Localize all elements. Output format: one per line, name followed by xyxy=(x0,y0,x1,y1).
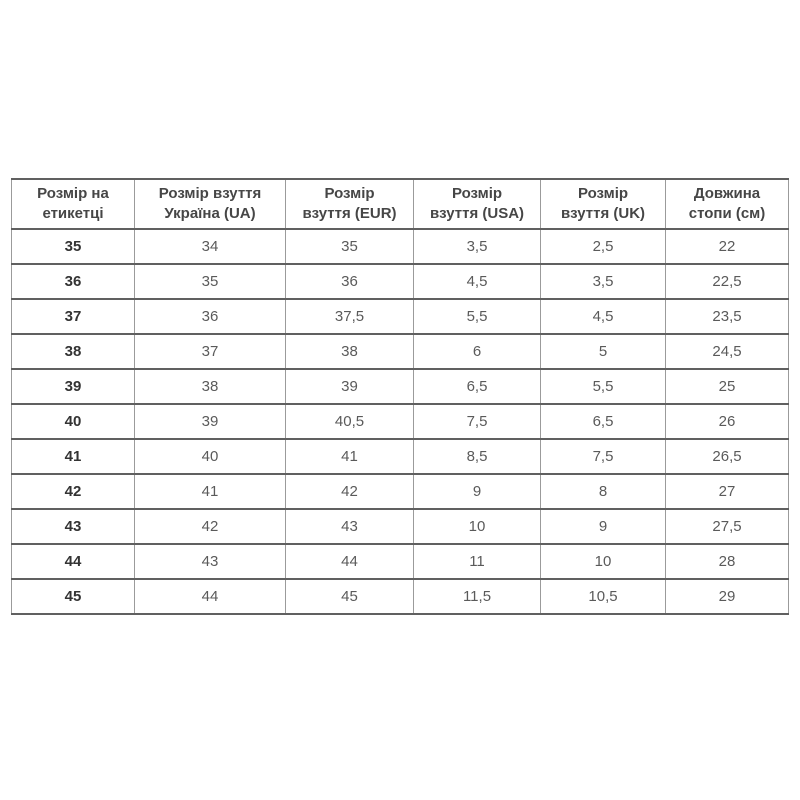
table-row xyxy=(12,404,789,439)
table-cell: 25 xyxy=(666,369,789,404)
header-line: взуття (USA) xyxy=(429,205,525,222)
table-cell: 5,5 xyxy=(414,299,541,334)
cell-label-size: 43 xyxy=(12,509,135,544)
table-row xyxy=(12,299,789,334)
table-cell: 37,5 xyxy=(286,299,414,334)
header-line: етикетці xyxy=(42,205,104,222)
table-cell: 41 xyxy=(286,439,414,474)
column-header-usa-size xyxy=(414,179,541,229)
header-line: стопи (см) xyxy=(688,205,766,222)
cell-label-size: 38 xyxy=(12,334,135,369)
table-cell: 22,5 xyxy=(666,264,789,299)
header-line: Розмір xyxy=(324,184,375,202)
table-cell: 38 xyxy=(286,334,414,369)
table-cell: 45 xyxy=(286,579,414,614)
table-cell: 42 xyxy=(286,474,414,509)
table-row xyxy=(12,474,789,509)
table-row xyxy=(12,369,789,404)
table-cell: 9 xyxy=(541,509,666,544)
header-line: Україна (UA) xyxy=(164,205,256,222)
table-row xyxy=(12,509,789,544)
cell-label-size: 37 xyxy=(12,299,135,334)
table-cell: 3,5 xyxy=(414,229,541,264)
table-row xyxy=(12,544,789,579)
cell-label-size: 42 xyxy=(12,474,135,509)
table-cell: 10,5 xyxy=(541,579,666,614)
table-cell: 5 xyxy=(541,334,666,369)
cell-label-size: 45 xyxy=(12,579,135,614)
column-header-eur-size xyxy=(286,179,414,229)
table-cell: 26 xyxy=(666,404,789,439)
table-body xyxy=(12,229,789,614)
column-header-label-size xyxy=(12,179,135,229)
column-header-ua-size xyxy=(135,179,286,229)
table-cell: 8 xyxy=(541,474,666,509)
table-cell: 43 xyxy=(135,544,286,579)
cell-label-size: 39 xyxy=(12,369,135,404)
table-cell: 3,5 xyxy=(541,264,666,299)
table-cell: 22 xyxy=(666,229,789,264)
table-cell: 24,5 xyxy=(666,334,789,369)
cell-label-size: 36 xyxy=(12,264,135,299)
table-cell: 10 xyxy=(414,509,541,544)
table-cell: 9 xyxy=(414,474,541,509)
table-row xyxy=(12,579,789,614)
table-cell: 27,5 xyxy=(666,509,789,544)
cell-label-size: 41 xyxy=(12,439,135,474)
table-cell: 10 xyxy=(541,544,666,579)
header-line: Розмір взуття xyxy=(158,184,262,202)
table-cell: 29 xyxy=(666,579,789,614)
table-cell: 2,5 xyxy=(541,229,666,264)
header-line: взуття (EUR) xyxy=(302,205,397,222)
table-cell: 4,5 xyxy=(414,264,541,299)
table-cell: 36 xyxy=(286,264,414,299)
table-cell: 36 xyxy=(135,299,286,334)
table-cell: 34 xyxy=(135,229,286,264)
table-cell: 44 xyxy=(286,544,414,579)
table-cell: 8,5 xyxy=(414,439,541,474)
table-cell: 41 xyxy=(135,474,286,509)
column-header-foot-length xyxy=(666,179,789,229)
table-row xyxy=(12,264,789,299)
table-cell: 28 xyxy=(666,544,789,579)
shoe-size-conversion-table xyxy=(11,178,789,615)
column-header-uk-size xyxy=(541,179,666,229)
table-cell: 11 xyxy=(414,544,541,579)
table-cell: 11,5 xyxy=(414,579,541,614)
table-cell: 44 xyxy=(135,579,286,614)
table-cell: 38 xyxy=(135,369,286,404)
header-line: Довжина xyxy=(693,184,761,202)
table-cell: 6,5 xyxy=(414,369,541,404)
header-line: Розмір xyxy=(451,184,503,202)
table-row xyxy=(12,229,789,264)
table-cell: 37 xyxy=(135,334,286,369)
cell-label-size: 44 xyxy=(12,544,135,579)
table-cell: 39 xyxy=(286,369,414,404)
table-cell: 40 xyxy=(135,439,286,474)
table-row xyxy=(12,439,789,474)
table-cell: 6,5 xyxy=(541,404,666,439)
header-line: взуття (UK) xyxy=(560,205,646,222)
cell-label-size: 40 xyxy=(12,404,135,439)
table-cell: 26,5 xyxy=(666,439,789,474)
table-row xyxy=(12,334,789,369)
table-cell: 7,5 xyxy=(414,404,541,439)
table-cell: 27 xyxy=(666,474,789,509)
table-cell: 35 xyxy=(135,264,286,299)
table-cell: 4,5 xyxy=(541,299,666,334)
table-cell: 5,5 xyxy=(541,369,666,404)
cell-label-size: 35 xyxy=(12,229,135,264)
header-line: Розмір на xyxy=(37,184,109,202)
table-cell: 39 xyxy=(135,404,286,439)
table-cell: 40,5 xyxy=(286,404,414,439)
table-header-row xyxy=(12,179,789,229)
table-cell: 35 xyxy=(286,229,414,264)
header-line: Розмір xyxy=(577,184,629,202)
table-cell: 23,5 xyxy=(666,299,789,334)
table-cell: 43 xyxy=(286,509,414,544)
table-cell: 7,5 xyxy=(541,439,666,474)
table-cell: 6 xyxy=(414,334,541,369)
table-cell: 42 xyxy=(135,509,286,544)
